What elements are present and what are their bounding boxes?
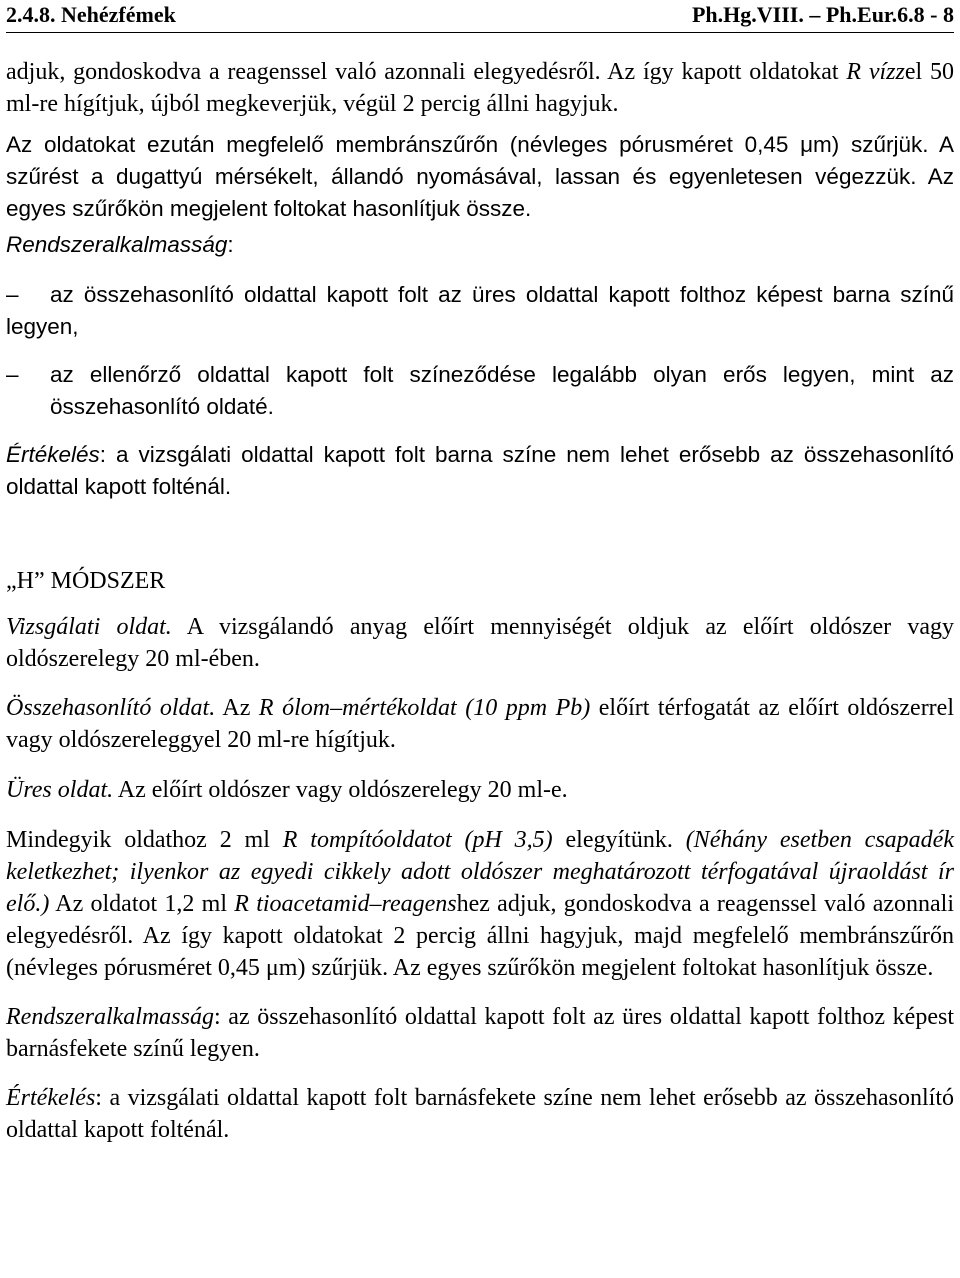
dash-marker: – [6, 362, 19, 387]
blank-solution-label: Üres oldat. [6, 777, 114, 803]
reference-solution [6, 692, 954, 756]
reference-solution-text-2: előírt térfogatát az előírt oldószerrel vagy oldószereleggyel 20 ml-re hígítjuk. [6, 695, 954, 753]
p1-reagent: R vízz [846, 59, 905, 85]
suitability-label: Rendszeralkalmasság [6, 232, 228, 257]
test-solution-label: Vizsgálati oldat. [6, 614, 172, 640]
procedure-text-3: Az oldatot 1,2 ml [49, 891, 235, 917]
paragraph-continuation [6, 56, 954, 120]
page-reference: Ph.Hg.VIII. – Ph.Eur.6.8 - 8 [691, 2, 954, 27]
blank-solution-text: Az előírt oldószer vagy oldószerelegy 20 ml-e. [113, 777, 568, 803]
evaluation-1 [6, 439, 954, 503]
suitability-2-text: : az összehasonlító oldattal kapott folt az üres oldattal kapott folthoz képest barnásfekete színű legyen. [6, 1004, 954, 1062]
dash-marker: – [6, 282, 19, 307]
reference-solution-text-1: Az [215, 695, 259, 721]
procedure-paragraph [6, 824, 954, 984]
method-title: „H” MÓDSZER [6, 568, 166, 594]
paragraph-filtration: Az oldatokat ezután megfelelő membránszűrőn (névleges pórusméret 0,45 μm) szűrjük. A szűrést a dugattyú mérsékelt, állandó nyomásával, lassan és egyenletesen végezzük. Az egyes szűrőkön megjelent foltokat hasonlítjuk össze. [6, 132, 954, 221]
test-solution-text: A vizsgálandó anyag előírt mennyiségét oldjuk az előírt oldószer vagy oldószerelegy 20 ml-ében. [6, 614, 954, 672]
suitability-colon: : [227, 232, 234, 257]
suitability-item-1-text: az összehasonlító oldattal kapott folt az üres oldattal kapott folthoz képest barna színű legyen, [6, 282, 954, 339]
p1-text-c: el 50 ml-re hígítjuk, újból megkeverjük, végül 2 percig állni hagyjuk. [6, 59, 954, 117]
evaluation-text: : a vizsgálati oldattal kapott folt barna színe nem lehet erősebb az összehasonlító oldattal kapott folténál. [6, 442, 954, 499]
lead-standard-solution: R ólom–mértékoldat (10 ppm Pb) [258, 695, 591, 721]
test-solution [6, 611, 954, 675]
page-header [6, 0, 954, 33]
section-title: 2.4.8. Nehézfémek [6, 2, 176, 27]
evaluation-2-text: : a vizsgálati oldattal kapott folt barnásfekete színe nem lehet erősebb az összehasonlító oldattal kapott folténál. [6, 1085, 954, 1143]
suitability-item-2 [6, 359, 954, 423]
procedure-text-2: elegyítünk. [552, 827, 686, 853]
evaluation-label: Értékelés [6, 442, 100, 467]
document-body [6, 56, 954, 1146]
procedure-text-4: hez adjuk, gondoskodva a reagenssel való azonnali elegyedésről. Az így kapott oldatokat 2 percig állni hagyjuk, majd megfelelő membránszűrőn (névleges pórusméret 0,45 μm) szűrjük. Az egyes szűrőkön megjelent foltokat hasonlítjuk össze. [6, 891, 955, 981]
suitability-2 [6, 1001, 954, 1065]
suitability-2-label: Rendszeralkalmasság [6, 1004, 214, 1030]
suitability-heading [6, 229, 954, 261]
suitability-item-1 [6, 279, 954, 343]
p1-text-a: adjuk, gondoskodva a reagenssel való azonnali elegyedésről. Az így kapott oldatokat [6, 59, 847, 85]
thioacetamide-reagent: R tioacetamid–reagens [234, 891, 457, 917]
buffer-solution: R tompítóoldatot (pH 3,5) [282, 827, 553, 853]
blank-solution [6, 774, 954, 806]
evaluation-2-label: Értékelés [6, 1085, 96, 1111]
reference-solution-label: Összehasonlító oldat. [6, 695, 216, 721]
evaluation-2 [6, 1082, 954, 1146]
procedure-text-1: Mindegyik oldathoz 2 ml [6, 827, 283, 853]
suitability-item-2-text: az ellenőrző oldattal kapott folt színeződése legalább olyan erős legyen, mint az összehasonlító oldaté. [50, 362, 954, 419]
precipitate-note: (Néhány esetben csapadék keletkezhet; ilyenkor az egyedi cikkely adott oldószer meghatározott térfogatával újraoldást ír elő.) [6, 827, 954, 917]
